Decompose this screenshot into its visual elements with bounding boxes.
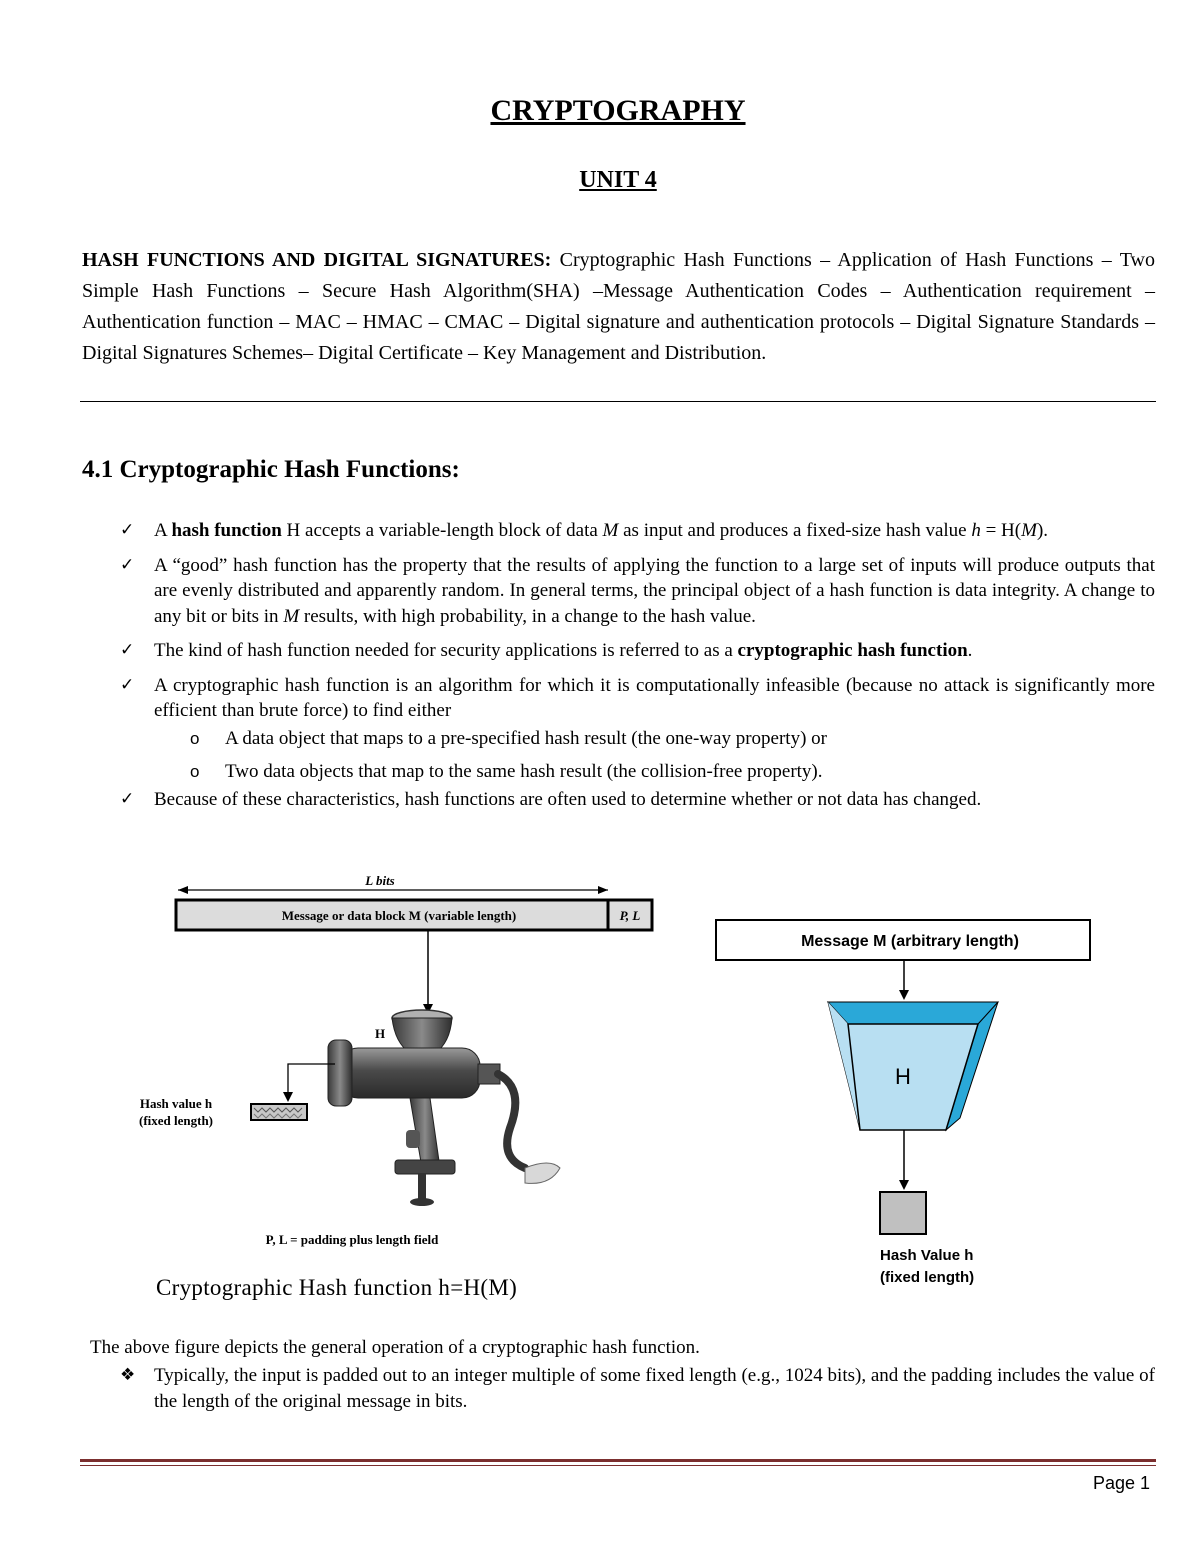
footer-divider-thin — [80, 1465, 1156, 1466]
paragraph-text: The above figure depicts the general operation of a cryptographic hash function. — [90, 1337, 700, 1358]
divider — [80, 401, 1156, 402]
bullet-list — [120, 518, 1155, 821]
hash-value-sublabel: (fixed length) — [138, 1113, 214, 1128]
padding-length-label: P, L — [619, 908, 641, 923]
checkmark-icon: ✓ — [120, 554, 135, 575]
syllabus-lead: HASH FUNCTIONS AND DIGITAL SIGNATURES: — [82, 249, 552, 271]
hash-h-label: H — [374, 1026, 386, 1041]
checkmark-icon: ✓ — [120, 674, 135, 695]
message-block-label: Message or data block M (variable length) — [281, 908, 517, 923]
list-item: ✓ A cryptographic hash function is an algorithm for which it is computationally infeasible (because no attack is significantly more efficient than brute force) to find either — [120, 674, 1155, 721]
arrow-head-icon — [598, 886, 608, 894]
diamond-bullet-icon: ❖ — [120, 1365, 136, 1385]
section-heading: 4.1 Cryptographic Hash Functions: — [82, 456, 460, 483]
hash-value-box — [880, 1192, 926, 1234]
page-number: Page 1 — [1093, 1473, 1151, 1493]
checkmark-icon: ✓ — [120, 788, 135, 809]
list-item: ✓ A hash function H accepts a variable-length block of data M as input and produces a fixed-size hash value h = H(M). — [120, 518, 1155, 544]
unit-heading: UNIT 4 — [579, 167, 657, 193]
hash-funnel-figure — [700, 908, 1110, 1293]
arrow-head-icon — [178, 886, 188, 894]
figure-caption: Cryptographic Hash function h=H(M) — [156, 1275, 518, 1300]
syllabus-text: Cryptographic Hash Functions – Application of Hash Functions – Two Simple Hash Functions – Secure Hash Algorithm(SHA) –Message Authentication Codes – Authentication requirement – Authentication function – MAC – HMAC – CMAC – Digital signature and authentication protocols – Digital Signature Standards –Digital Signatures Schemes– Digital Certificate – Key Management and Distribution. — [82, 249, 1155, 364]
list-item: ✓ Because of these characteristics, hash functions are often used to determine whether or not data has changed. — [120, 787, 1155, 813]
diamond-bullet-item: ❖ Typically, the input is padded out to an integer multiple of some fixed length (e.g., 1024 bits), and the padding includes the value of the length of the original message in bits. — [120, 1365, 1155, 1412]
checkmark-icon: ✓ — [120, 640, 135, 660]
circle-bullet-icon: o — [190, 728, 200, 748]
syllabus-paragraph — [82, 245, 1155, 369]
checkmark-icon: ✓ — [120, 520, 135, 540]
sub-list-item: o Two data objects that map to the same hash result (the collision-free property). — [120, 759, 1155, 785]
circle-bullet-icon: o — [190, 762, 200, 781]
list-item: ✓ A “good” hash function has the property that the results of applying the function to a large set of inputs will produce outputs that are evenly distributed and apparently random. In general terms, the principal object of a hash function is data integrity. A change to any bit or bits in M results, with high probability, in a change to the hash value. — [120, 554, 1155, 627]
arrow-head-icon — [283, 1092, 293, 1102]
funnel-h-label: H — [895, 1064, 911, 1089]
hash-value-label: Hash value h — [139, 1096, 213, 1111]
message-box-label: Message M (arbitrary length) — [801, 933, 1019, 950]
padding-note: P, L = padding plus length field — [265, 1232, 439, 1247]
document-title: CRYPTOGRAPHY — [490, 94, 746, 127]
hash-value-sublabel: (fixed length) — [880, 1269, 975, 1286]
sub-list-item: o A data object that maps to a pre-specified hash result (the one-way property) or — [120, 726, 1155, 752]
hash-value-label: Hash Value h — [880, 1247, 974, 1264]
hash-grinder-figure — [130, 868, 690, 1258]
list-item: ✓ The kind of hash function needed for security applications is referred to as a cryptographic hash function. — [120, 638, 1155, 664]
l-bits-label: L bits — [365, 873, 395, 888]
footer-divider — [80, 1459, 1156, 1462]
arrow-head-icon — [899, 990, 909, 1000]
arrow-head-icon — [899, 1180, 909, 1190]
